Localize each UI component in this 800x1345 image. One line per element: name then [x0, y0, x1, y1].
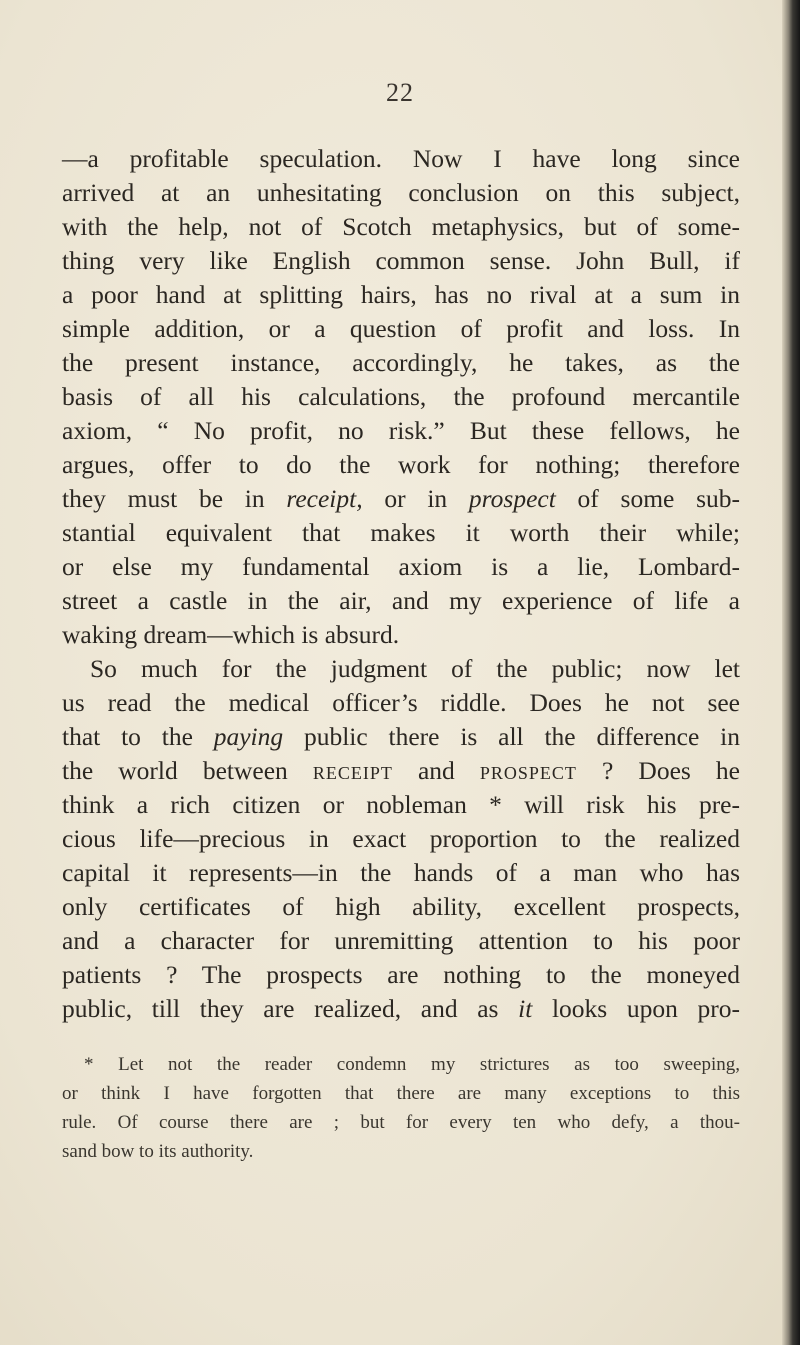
text-line: cious life—precious in exact proportion to the realized: [62, 824, 740, 853]
body-text: [62, 142, 740, 1026]
text-segment: the world between: [62, 756, 313, 785]
text-line: capital it represents—in the hands of a man who has: [62, 858, 740, 887]
text-line: and a character for unremitting attention to his poor: [62, 926, 740, 955]
text-line: [62, 992, 740, 1026]
footnote-line: rule. Of course there are ; but for every ten who defy, a thou-: [62, 1112, 740, 1133]
smallcaps-prospect: prospect: [479, 756, 577, 785]
text-segment: public there is all the difference in: [283, 722, 740, 751]
binding-edge: [782, 0, 800, 1345]
text-line: arrived at an unhesitating conclusion on this subject,: [62, 178, 740, 207]
text-segment: they must be in: [62, 484, 287, 513]
text-line: with the help, not of Scotch metaphysics, but of some-: [62, 212, 740, 241]
text-line: axiom, “ No profit, no risk.” But these fellows, he: [62, 416, 740, 445]
text-line: [62, 720, 740, 754]
italic-paying: paying: [213, 722, 284, 751]
text-line: stantial equivalent that makes it worth their while;: [62, 518, 740, 547]
text-line: argues, offer to do the work for nothing; therefore: [62, 450, 740, 479]
text-line: —a profitable speculation. Now I have long since: [62, 144, 740, 173]
footnote-line: or think I have forgotten that there are many exceptions to this: [62, 1083, 740, 1104]
italic-receipt: receipt,: [286, 484, 363, 513]
text-line: or else my fundamental axiom is a lie, Lombard-: [62, 552, 740, 581]
text-segment: looks upon pro-: [532, 994, 740, 1023]
footnote: [62, 1050, 740, 1166]
smallcaps-receipt: receipt: [312, 756, 393, 785]
italic-it: it: [518, 994, 533, 1023]
text-line: the present instance, accordingly, he takes, as the: [62, 348, 740, 377]
text-segment: that to the: [62, 722, 214, 751]
text-segment: or in: [362, 484, 469, 513]
text-segment: ? Does he: [576, 756, 740, 785]
footnote-line: sand bow to its authority.: [62, 1141, 254, 1162]
text-line: [62, 754, 740, 788]
page-number: 22: [386, 78, 414, 107]
text-line: patients ? The prospects are nothing to the moneyed: [62, 960, 740, 989]
text-line: only certificates of high ability, excellent prospects,: [62, 892, 740, 921]
text-segment: public, till they are realized, and as: [62, 994, 519, 1023]
italic-prospect: prospect: [468, 484, 556, 513]
text-line: street a castle in the air, and my experience of life a: [62, 586, 740, 615]
text-line: So much for the judgment of the public; now let: [90, 654, 740, 683]
text-line: [62, 482, 740, 516]
text-segment: of some sub-: [555, 484, 741, 513]
text-line: thing very like English common sense. John Bull, if: [62, 246, 740, 275]
text-segment: and: [392, 756, 480, 785]
text-line: waking dream—which is absurd.: [62, 620, 400, 649]
text-line: simple addition, or a question of profit and loss. In: [62, 314, 740, 343]
text-line: us read the medical officer’s riddle. Does he not see: [62, 688, 740, 717]
text-line: basis of all his calculations, the profound mercantile: [62, 382, 740, 411]
text-line: a poor hand at splitting hairs, has no rival at a sum in: [62, 280, 740, 309]
footnote-line: * Let not the reader condemn my strictures as too sweeping,: [84, 1054, 740, 1075]
text-line: think a rich citizen or nobleman * will risk his pre-: [62, 790, 740, 819]
